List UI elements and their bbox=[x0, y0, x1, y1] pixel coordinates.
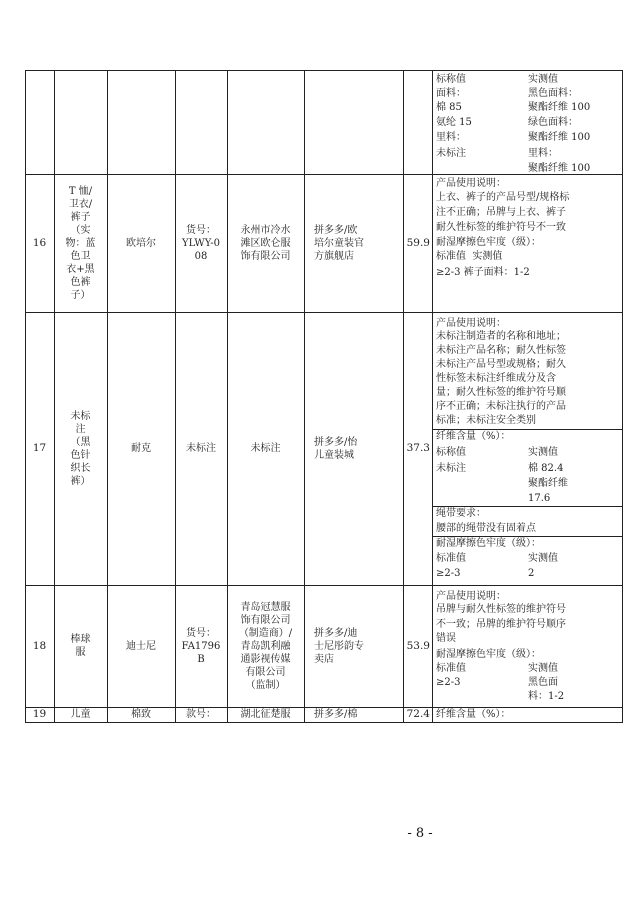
brand: 耐克 bbox=[131, 443, 151, 454]
category-line: 裤子 bbox=[70, 212, 91, 223]
category-line: 物：蓝 bbox=[65, 238, 96, 249]
price: 53.9 bbox=[406, 640, 430, 652]
detail-text: 里料： bbox=[436, 132, 466, 143]
detail-text: ≥2-3 裤子面料：1-2 bbox=[436, 267, 530, 278]
detail-text: 耐湿摩擦色牢度（级）： bbox=[436, 237, 541, 248]
test-details bbox=[436, 70, 621, 174]
detail-separator bbox=[432, 536, 623, 537]
category-line: 未标 bbox=[70, 411, 91, 422]
category-line: 棒球 bbox=[70, 634, 91, 645]
detail-text: 标准值 实测值 bbox=[436, 251, 503, 262]
brand: 棉致 bbox=[131, 709, 151, 720]
detail-text: 吊牌与耐久性标签的维护符号 bbox=[436, 604, 566, 615]
detail-separator bbox=[432, 429, 623, 430]
producer-line: 永州市冷水 bbox=[240, 225, 291, 236]
detail-text: 序不正确；未标注执行的产品 bbox=[436, 401, 566, 412]
shop bbox=[314, 707, 401, 723]
detail-text: 标准值 bbox=[436, 553, 466, 564]
detail-measured: 实测值 bbox=[528, 447, 558, 458]
category-line: （黑 bbox=[70, 437, 91, 448]
detail-measured: 聚酯纤维 100 bbox=[528, 163, 591, 174]
category-line: 色卫 bbox=[70, 251, 91, 262]
producer-line: （制造商）/ bbox=[238, 628, 293, 639]
model-number bbox=[177, 707, 225, 723]
page-number: - 8 - bbox=[407, 826, 433, 841]
detail-text: 未标注 bbox=[436, 463, 466, 474]
detail-text: 面料： bbox=[436, 88, 466, 99]
detail-text: 纤维含量（%）： bbox=[436, 709, 511, 720]
category-line: （实 bbox=[70, 225, 91, 236]
producer-line: 饰有限公司 bbox=[240, 251, 291, 262]
detail-text: 纤维含量（%）： bbox=[436, 431, 511, 442]
detail-measured: 黑色面料： bbox=[528, 88, 578, 99]
detail-text: 不一致；吊牌的维护符号顺序 bbox=[436, 619, 566, 630]
detail-text: 未标注产品名称；耐久性标签 bbox=[436, 345, 566, 356]
shop bbox=[314, 585, 401, 749]
price: 37.3 bbox=[406, 442, 430, 454]
table-bottom-line bbox=[25, 722, 623, 723]
model-number bbox=[177, 585, 225, 749]
detail-text: 产品使用说明： bbox=[436, 178, 506, 189]
detail-text: 耐湿摩擦色牢度（级）： bbox=[436, 538, 541, 549]
row-number: 18 bbox=[32, 640, 47, 652]
model-line: 08 bbox=[194, 251, 208, 262]
detail-text: 未标注制造者的名称和地址； bbox=[436, 331, 566, 342]
shop-line: 培尔童装官 bbox=[314, 238, 364, 249]
detail-measured: 2 bbox=[528, 568, 535, 579]
detail-text: 耐湿摩擦色牢度（级）： bbox=[436, 649, 541, 660]
producer-line: 青岛冠慧服 bbox=[240, 602, 291, 613]
detail-text: 棉 85 bbox=[436, 102, 462, 113]
detail-text: 错误 bbox=[436, 633, 456, 644]
producer-line: 湖北征楚服 bbox=[240, 709, 291, 720]
price: 59.9 bbox=[406, 237, 430, 249]
category-line: 儿童 bbox=[70, 709, 91, 720]
shop-line: 卖店 bbox=[314, 654, 334, 665]
detail-text: 量；耐久性标签的维护符号顺 bbox=[436, 387, 566, 398]
detail-measured: 聚酯纤维 100 bbox=[528, 132, 591, 143]
producer-line: 饰有限公司 bbox=[240, 615, 291, 626]
inspection-table bbox=[25, 70, 623, 722]
producer-line: （监制） bbox=[245, 680, 286, 691]
detail-text: 标称值 bbox=[436, 447, 466, 458]
test-details bbox=[436, 707, 621, 722]
category-line: 卫衣/ bbox=[68, 199, 93, 210]
detail-text: 氨纶 15 bbox=[436, 117, 472, 128]
detail-text: ≥2-3 bbox=[436, 568, 461, 579]
model-line: 货号： bbox=[186, 628, 216, 639]
category-line: 子） bbox=[70, 290, 91, 301]
shop-line: 方旗舰店 bbox=[314, 251, 354, 262]
test-details bbox=[436, 585, 621, 707]
shop-line: 拼多多/棉 bbox=[314, 709, 358, 720]
detail-measured: 黑色面 bbox=[528, 677, 558, 688]
model-line: YLWY-0 bbox=[182, 238, 220, 249]
category-line: 衣+黑 bbox=[66, 264, 95, 275]
price: 72.4 bbox=[406, 708, 430, 720]
detail-text: 标准；未标注安全类别 bbox=[436, 415, 536, 426]
category-line: 色裤 bbox=[70, 277, 91, 288]
detail-text: 绳带要求： bbox=[436, 508, 486, 519]
detail-text: 标称值 bbox=[436, 74, 466, 85]
producer-line: 滩区欧仑服 bbox=[240, 238, 291, 249]
producer-line: 有限公司 bbox=[245, 667, 286, 678]
detail-text: 未标注产品号型或规格；耐久 bbox=[436, 359, 566, 370]
test-details bbox=[436, 174, 621, 312]
detail-text: 产品使用说明： bbox=[436, 318, 506, 329]
test-details bbox=[436, 312, 621, 585]
detail-text: 注不正确；吊牌与上衣、裤子 bbox=[436, 207, 566, 218]
producer-line: 青岛凯利融 bbox=[240, 641, 291, 652]
detail-measured: 实测值 bbox=[528, 663, 558, 674]
model-line: 未标注 bbox=[186, 443, 216, 454]
category-line: 色针 bbox=[70, 450, 91, 461]
detail-text: 性标签未标注纤维成分及含 bbox=[436, 373, 556, 384]
shop-line: 儿童装城 bbox=[314, 450, 354, 461]
detail-measured: 实测值 bbox=[528, 553, 558, 564]
detail-text: 上衣、裤子的产品号型/规格标 bbox=[436, 192, 570, 203]
row-number: 17 bbox=[32, 442, 47, 454]
category-line: 注 bbox=[75, 424, 86, 435]
detail-measured: 料：1-2 bbox=[528, 691, 565, 702]
producer bbox=[229, 585, 302, 723]
detail-text: 耐久性标签的维护符号不一致 bbox=[436, 222, 566, 233]
shop-line: 拼多多/迪 bbox=[314, 628, 358, 639]
product-category bbox=[56, 585, 105, 755]
model-line: B bbox=[197, 654, 205, 665]
detail-measured: 17.6 bbox=[528, 493, 551, 504]
category-line: 织长 bbox=[70, 463, 91, 474]
model-line: FA1796 bbox=[181, 641, 221, 652]
detail-text: 腰部的绳带没有固着点 bbox=[436, 523, 536, 534]
detail-measured: 实测值 bbox=[528, 74, 558, 85]
brand: 欧培尔 bbox=[126, 238, 156, 249]
detail-text: 产品使用说明： bbox=[436, 591, 506, 602]
row-number: 16 bbox=[32, 237, 47, 249]
shop-line: 士尼彤韵专 bbox=[314, 641, 364, 652]
row-number: 19 bbox=[32, 708, 47, 720]
detail-measured: 里料： bbox=[528, 148, 558, 159]
producer-line: 通影视传媒 bbox=[240, 654, 291, 665]
detail-measured: 聚酯纤维 100 bbox=[528, 102, 591, 113]
detail-text: 未标注 bbox=[436, 148, 466, 159]
detail-text: ≥2-3 bbox=[436, 677, 461, 688]
model-line: 款号： bbox=[186, 709, 216, 720]
detail-measured: 绿色面料： bbox=[528, 117, 578, 128]
brand: 迪士尼 bbox=[126, 641, 156, 652]
producer-line: 未标注 bbox=[250, 443, 281, 454]
product-category bbox=[56, 707, 105, 723]
producer bbox=[229, 707, 302, 723]
detail-measured: 聚酯纤维 bbox=[528, 478, 568, 489]
detail-separator bbox=[432, 506, 623, 507]
model-line: 货号： bbox=[186, 225, 216, 236]
product-category bbox=[56, 174, 105, 323]
detail-measured: 棉 82.4 bbox=[528, 463, 564, 474]
detail-text: 标准值 bbox=[436, 663, 466, 674]
shop-line: 拼多多/欧 bbox=[314, 225, 358, 236]
category-line: T 恤/ bbox=[68, 186, 93, 197]
shop-line: 拼多多/怡 bbox=[314, 437, 358, 448]
category-line: 裤） bbox=[70, 476, 91, 487]
category-line: 服 bbox=[75, 647, 86, 658]
